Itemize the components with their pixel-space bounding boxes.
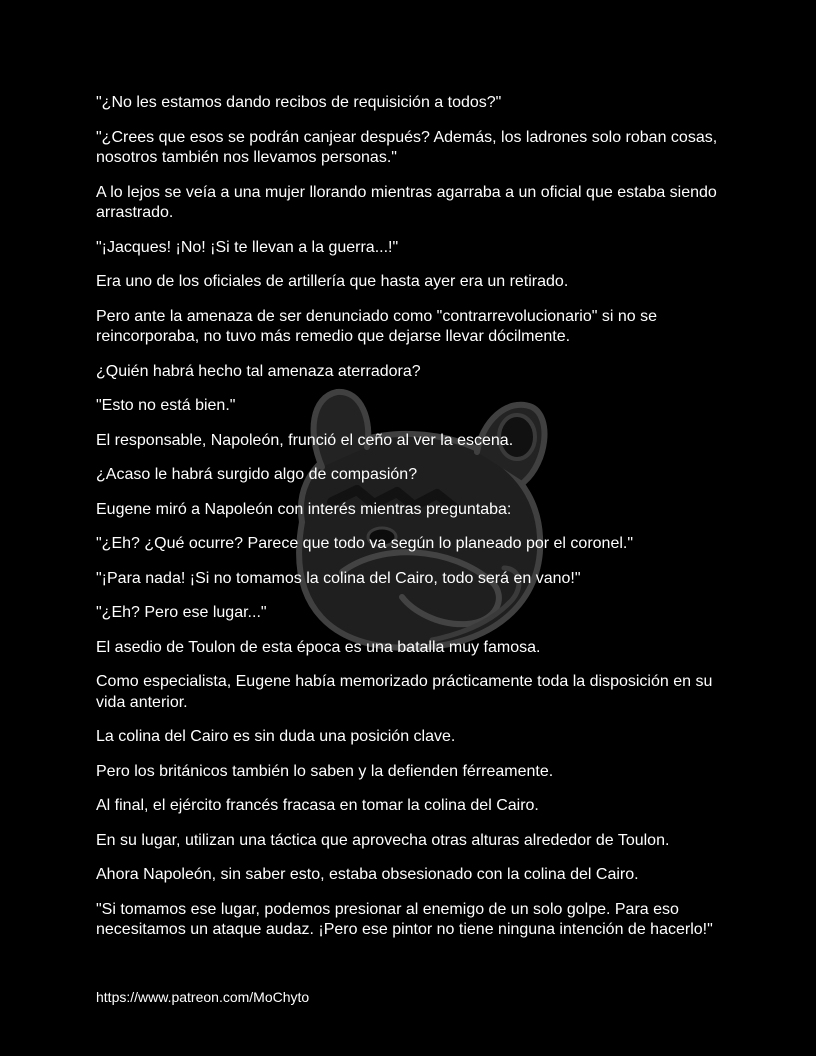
paragraph: El responsable, Napoleón, frunció el ceño al ver la escena. bbox=[96, 431, 514, 449]
paragraph: "¡Para nada! ¡Si no tomamos la colina del Cairo, todo será en vano!" bbox=[96, 569, 581, 587]
document-body bbox=[96, 93, 726, 955]
paragraph: ¿Acaso le habrá surgido algo de compasión? bbox=[96, 466, 418, 483]
patreon-link[interactable]: https://www.patreon.com/MoChyto bbox=[96, 989, 310, 1005]
paragraph: Pero ante la amenaza de ser denunciado como "contrarrevolucionario" si no se reincorporaba, no tuvo más remedio que dejarse llevar dócilmente. bbox=[96, 307, 658, 345]
paragraph: Era uno de los oficiales de artillería que hasta ayer era un retirado. bbox=[96, 273, 569, 290]
paragraph: "¿No les estamos dando recibos de requisición a todos?" bbox=[96, 94, 502, 111]
paragraph: La colina del Cairo es sin duda una posición clave. bbox=[96, 728, 456, 745]
paragraph: "¿Crees que esos se podrán canjear después? Además, los ladrones solo roban cosas, nosotros también nos llevamos personas." bbox=[96, 128, 718, 166]
paragraph: "Esto no está bien." bbox=[96, 397, 236, 414]
paragraph: "¿Eh? ¿Qué ocurre? Parece que todo va según lo planeado por el coronel." bbox=[96, 535, 634, 552]
paragraph: Eugene miró a Napoleón con interés mientras preguntaba: bbox=[96, 500, 512, 518]
paragraph: "Si tomamos ese lugar, podemos presionar al enemigo de un solo golpe. Para eso necesitamos un ataque audaz. ¡Pero ese pintor no tiene ninguna intención de hacerlo!" bbox=[96, 900, 713, 938]
paragraph: Pero los británicos también lo saben y la defienden férreamente. bbox=[96, 762, 554, 780]
paragraph: Al final, el ejército francés fracasa en tomar la colina del Cairo. bbox=[96, 797, 539, 814]
paragraph: "¡Jacques! ¡No! ¡Si te llevan a la guerra...!" bbox=[96, 238, 399, 256]
paragraph: ¿Quién habrá hecho tal amenaza aterradora? bbox=[96, 362, 421, 380]
paragraph: Como especialista, Eugene había memorizado prácticamente toda la disposición en su vida anterior. bbox=[96, 673, 713, 711]
paragraph: En su lugar, utilizan una táctica que aprovecha otras alturas alrededor de Toulon. bbox=[96, 831, 670, 849]
paragraph: Ahora Napoleón, sin saber esto, estaba obsesionado con la colina del Cairo. bbox=[96, 866, 639, 883]
paragraph: "¿Eh? Pero ese lugar..." bbox=[96, 604, 267, 621]
paragraph: A lo lejos se veía a una mujer llorando mientras agarraba a un oficial que estaba siendo arrastrado. bbox=[96, 183, 717, 221]
paragraph: El asedio de Toulon de esta época es una batalla muy famosa. bbox=[96, 638, 541, 656]
